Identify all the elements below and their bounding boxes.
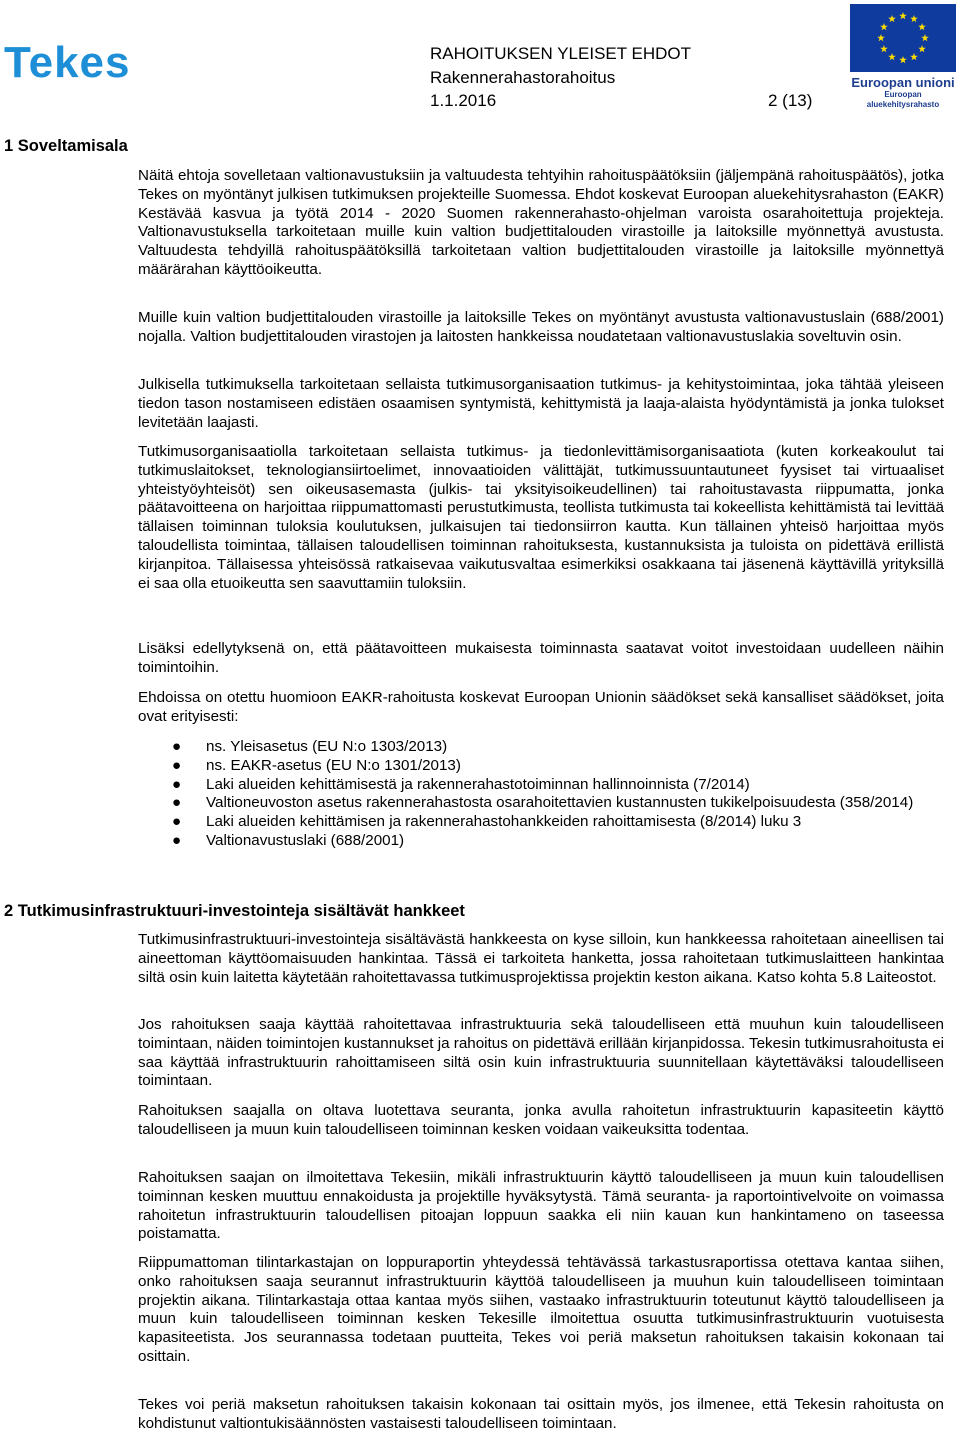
eu-logo-main-text: Euroopan unioni bbox=[851, 75, 955, 90]
section-2-paragraph: Rahoituksen saajan on ilmoitettava Tekesiin, mikäli infrastruktuurin käyttö taloudelliseen ja muun kuin taloudellisen toiminnan kesken muuttuu ennakoidusta ja projektille hyväksytystä. Tämä seuranta- ja raportointivelvoite on voimassa rahoitetun infrastruktuurin taloudellisen pitoajan loppuun saakka eli niin kauan kun hankintameno on taseessa poistamatta. bbox=[138, 1169, 944, 1243]
list-item: ● ns. EAKR-asetus (EU N:o 1301/2013) bbox=[172, 756, 461, 774]
list-item: ● Valtioneuvoston asetus rakennerahastosta osarahoitettavien kustannusten tukikelpoisuudesta (358/2014) bbox=[172, 794, 914, 812]
section-2-paragraph: Riippumattoman tilintarkastajan on loppuraportin yhteydessä tehtävässä tarkastusraportissa otettava kantaa siihen, onko rahoituksen saaja seurannut infrastruktuurin käyttöä taloudelliseen ja muuhun kuin taloudelliseen toimintaan projektin aikana. Tilintarkastaja ottaa kantaa myös siihen, vastaako infrastruktuurin toteutunut käyttö taloudelliseen ja muun kuin taloudelliseen toiminnan kesken Tekesille ilmoitettua osuutta tutkimusinfrastruktuurin vuotuisesta kapasiteetista. Jos seurannassa todetaan puutteita, Tekes voi periä maksetun rahoituksen takaisin kokonaan tai osittain. bbox=[138, 1254, 944, 1365]
page-number: 2 (13) bbox=[768, 91, 813, 110]
list-item: ● Laki alueiden kehittämisen ja rakennerahastohankkeiden rahoittamisesta (8/2014) luku 3 bbox=[172, 813, 802, 831]
section-2-paragraph: Jos rahoituksen saaja käyttää rahoitettavaa infrastruktuuria sekä taloudelliseen että muuhun kuin taloudelliseen toimintaan, näiden toimintojen kustannukset ja rahoitus on pidettävä erillään kirjanpidossa. Tekesin tutkimusrahoitusta ei saa käyttää infrastruktuurin rahoittamiseen siltä osin kuin infrastruktuuria suunnitellaan käytettäväksi taloudelliseen toimintaan. bbox=[138, 1016, 944, 1090]
section-1-paragraph: Lisäksi edellytyksenä on, että päätavoitteen mukaisesta toiminnasta saatavat voitot investoidaan uudelleen näihin toimintoihin. bbox=[138, 640, 944, 676]
list-item: ● ns. Yleisasetus (EU N:o 1303/2013) bbox=[172, 738, 448, 755]
section-1-paragraph: Tutkimusorganisaatiolla tarkoitetaan sellaista tutkimus- ja tiedonlevittämisorganisaatiota (kuten korkeakoulut tai tutkimuslaitokset, teknologiansiirtoelimet, innovaatioiden välittäjät, tutkimussuuntautuneet fyysiset tai virtuaaliset yhteistyöyhteisöt) sen oikeusasemasta (julkis- tai yksityisoikeudellinen) tai rahoitustavasta riippumatta, jonka päätavoitteena on harjoittaa riippumattomasti perustutkimusta, teollista tutkimusta tai kokeellista kehittämistä tai levittää tällaisen toiminnan tuloksia koulutuksen, julkaisujen tai tiedonsiirron kautta. Kun tällainen yhteisö harjoittaa myös taloudellista toimintaa, tällaisen taloudellisen toiminnan rahoituksesta, kustannuksista ja tuloista on pidettävä erillistä kirjanpitoa. Tällaisessa yhteisössä ratkaisevaa vaikutusvaltaa esimerkiksi osakkaana tai jäsenenä käyttävillä yrityksillä ei saa olla etuoikeutta sen saavuttamiin tuloksiin. bbox=[138, 443, 944, 592]
eu-logo-sub-text: Euroopan aluekehitysrahasto bbox=[866, 90, 940, 109]
bullet-icon: ● bbox=[172, 756, 182, 774]
list-item: ● Valtionavustuslaki (688/2001) bbox=[172, 831, 405, 849]
section-1-heading: 1 Soveltamisala bbox=[4, 137, 128, 155]
section-2-heading: 2 Tutkimusinfrastruktuuri-investointeja sisältävät hankkeet bbox=[4, 902, 465, 920]
section-1-paragraph: Ehdoissa on otettu huomioon EAKR-rahoitusta koskevat Euroopan Unionin säädökset sekä kansalliset säädökset, joita ovat erityisesti: bbox=[138, 689, 944, 725]
tekes-logo: Tekes bbox=[4, 38, 131, 87]
bullet-icon: ● bbox=[172, 738, 182, 755]
legislation-list bbox=[138, 738, 944, 851]
document-date: 1.1.2016 bbox=[430, 91, 497, 110]
section-1-paragraph: Muille kuin valtion budjettitalouden virastoille ja laitoksille Tekes on myöntänyt avustusta valtionavustuslain (688/2001) nojalla. Valtion budjettitalouden virastojen ja laitosten hankkeissa noudatetaan valtionavustuslakia soveltuvin osin. bbox=[138, 309, 944, 345]
bullet-icon: ● bbox=[172, 831, 182, 849]
bullet-icon: ● bbox=[172, 775, 182, 793]
document-title: RAHOITUKSEN YLEISET EHDOT bbox=[430, 44, 692, 63]
bullet-icon: ● bbox=[172, 813, 182, 831]
section-2-paragraph: Tekes voi periä maksetun rahoituksen takaisin kokonaan tai osittain myös, jos ilmenee, että Tekesin rahoitusta on kohdistunut valtiontukisäännösten vastaisesti taloudelliseen toimintaan. bbox=[138, 1396, 944, 1432]
eu-logo bbox=[850, 4, 956, 110]
document-subtitle: Rakennerahastorahoitus bbox=[430, 68, 616, 87]
section-2-paragraph: Tutkimusinfrastruktuuri-investointeja sisältävästä hankkeesta on kyse silloin, kun hankkeessa rahoitetaan aineellisen tai aineettoman käyttöomaisuuden hankintaa. Tässä ei tarkoiteta hanketta, jossa rahoitetaan tutkimuslaitteen hankintaa siltä osin kuin laitetta käytetään rahoitettavassa tutkimusprojektissa projektin keston aikana. Katso kohta 5.8 Laiteostot. bbox=[138, 931, 944, 986]
section-1-paragraph: Julkisella tutkimuksella tarkoitetaan sellaista tutkimusorganisaation tutkimus- ja kehitystoimintaa, joka tähtää yleiseen tiedon tason nostamiseen edistäen osaamisen syntymistä, kehittymistä ja laaja-alaista hyödyntämistä ja jonka tulokset levitetään laajasti. bbox=[138, 376, 944, 431]
eu-flag-icon bbox=[850, 4, 956, 72]
section-2-paragraph: Rahoituksen saajalla on oltava luotettava seuranta, jonka avulla rahoitetun infrastruktuurin kapasiteetin käyttö taloudelliseen ja muun kuin taloudelliseen toiminnan kesken voidaan vaikeuksitta todentaa. bbox=[138, 1102, 944, 1138]
bullet-icon: ● bbox=[172, 794, 182, 812]
section-1-paragraph: Näitä ehtoja sovelletaan valtionavustuksiin ja valtuudesta tehtyihin rahoituspäätöksiin (jäljempänä rahoituspäätös), jotka Tekes on myöntänyt julkisen tutkimuksen projekteille Suomessa. Ehdot koskevat Euroopan aluekehitysrahaston (EAKR) Kestävää kasvua ja työtä 2014 - 2020 Suomen rakennerahasto-ohjelman varoista osarahoitettuja projekteja. Valtionavustuksella tarkoitetaan muille kuin valtion budjettitalouden virastoille ja laitoksille myönnettyä avustusta. Valtuudesta tehdyillä rahoituspäätöksillä tarkoitetaan valtion budjettitalouden virastoille ja laitoksille myönnettyä määrärahan käyttöoikeutta. bbox=[138, 167, 944, 278]
list-item: ● Laki alueiden kehittämisestä ja rakennerahastotoiminnan hallinnoinnista (7/2014) bbox=[172, 775, 750, 793]
